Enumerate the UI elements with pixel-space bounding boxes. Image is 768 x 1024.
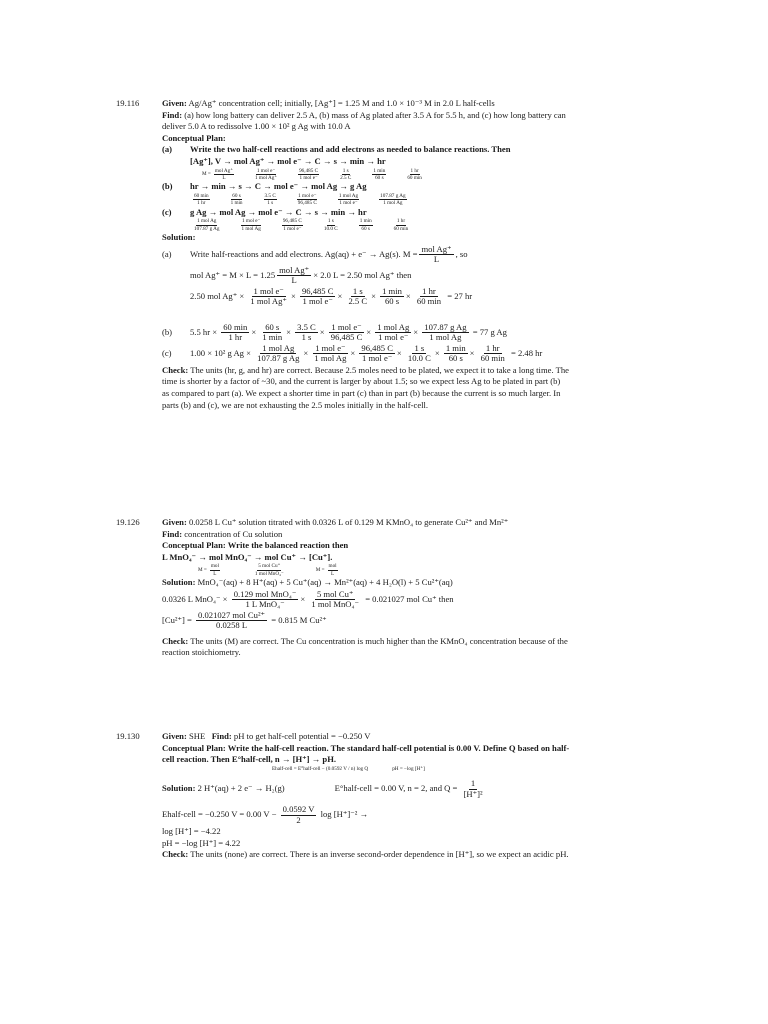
rel-num: 1 mol e⁻ [298, 192, 317, 199]
rel-num: 1 mol e⁻ [256, 167, 276, 174]
sol-line3-result: = 0.815 M Cu²⁺ [271, 614, 327, 625]
rel-den: 2.5 C [340, 174, 352, 181]
plan-label: Conceptual Plan: [162, 132, 226, 143]
frac-num: 1 min [382, 285, 402, 296]
rel-den: 96,485 C [297, 200, 317, 207]
rel-den: 1 mol e⁻ [283, 225, 302, 232]
check-text: as compared to part (a). We expect a shorter time in part (c) than in part (b) because the current is so much larger. In [162, 387, 561, 398]
frac-den: 60 s [448, 353, 463, 364]
rel-num: mol [210, 563, 219, 570]
frac-num: 0.021027 mol Cu²⁺ [198, 609, 266, 620]
frac-num: 0.129 mol MnO₄⁻ [233, 588, 297, 599]
rel-den: L [222, 174, 226, 181]
frac-num: 1 mol Ag [262, 342, 295, 353]
sol-line3: [Cu²⁺] = [162, 614, 192, 625]
rel-den: 60 min [407, 174, 422, 181]
frac-den: 1 L MnO₄⁻ [245, 599, 285, 610]
plan-text: cell reaction. Then E°half-cell, n → [H⁺] → pH. [162, 754, 337, 765]
rel-den: 1 mol e⁻ [299, 174, 318, 181]
frac-den: 1 mol e⁻ [378, 332, 409, 343]
rel-den: 1 s [267, 200, 274, 207]
rel-num: mol [328, 563, 337, 570]
rel-num: 1 mol e⁻ [242, 218, 261, 225]
sol-a-line2-post: × 2.0 L = 2.50 mol Ag⁺ then [313, 269, 412, 280]
frac-den: 60 min [416, 296, 442, 307]
sol-line2-result: = 0.021027 mol Cu⁺ then [365, 593, 454, 604]
given-label: Given: [162, 98, 187, 108]
solution-label: Solution: [162, 783, 196, 794]
frac-den: 107.87 g Ag [257, 353, 300, 364]
frac-num: 1 hr [485, 342, 500, 353]
frac-num: 1 hr [422, 285, 436, 296]
find-label: Find: [162, 109, 183, 120]
part-a-text: Write the two half-cell reactions and add electrons as needed to balance reactions. Then [190, 144, 511, 155]
check-text: The units (none) are correct. There is an inverse second-order dependence in [H⁺], so we expect an acidic pH. [190, 849, 569, 860]
sol-line2: 0.0326 L MnO₄⁻ × [162, 593, 228, 604]
rel-den: 1 min [230, 200, 243, 207]
given-label: Given: [162, 517, 187, 527]
solution-text: MnO₄⁻(aq) + 8 H⁺(aq) + 5 Cu⁺(aq) → Mn²⁺(aq) + 4 H₂O(l) + 5 Cu²⁺(aq) [197, 577, 453, 588]
part-a-chain: [Ag⁺], V → mol Ag⁺ → mol e⁻ → C → s → min → hr [190, 155, 386, 166]
find-text: (a) how long battery can deliver 2.5 A, (b) mass of Ag plated after 3.5 A for 5.5 h, and (c) how long battery can [184, 109, 566, 120]
frac-num: 96,485 C [301, 285, 334, 296]
frac-den: 1 mol Ag [314, 353, 347, 364]
frac-num: 1 s [352, 285, 363, 296]
check-text: reaction stoichiometry. [162, 647, 241, 658]
rel-num: 60 s [232, 192, 241, 199]
rel-num: 1 min [359, 218, 372, 225]
frac-num: 96,485 C [361, 342, 393, 353]
sol-line2-post: log [H⁺]⁻² → [320, 809, 369, 820]
rel-num: 1 mol Ag [197, 218, 217, 225]
frac-den: 1 min [262, 332, 283, 343]
frac-den: L [433, 254, 440, 265]
rel-den: 1 mol Ag⁺ [255, 174, 278, 181]
find-label: Find: [162, 528, 183, 539]
sol-a-so: , so [455, 248, 468, 259]
check-text: The units (M) are correct. The Cu concentration is much higher than the KMnO₄ concentration because of the [190, 635, 568, 646]
rel-den: 1 mol Ag [383, 200, 403, 207]
rel-den: 60 min [393, 225, 409, 232]
solution-label: Solution: [162, 232, 196, 243]
rel-num: 1 min [373, 167, 386, 174]
rel-text: M = [202, 171, 211, 178]
rel-den: 1 mol e⁻ [339, 200, 358, 207]
check-label: Check: [162, 849, 189, 860]
plan-relations [162, 563, 657, 577]
sol-c-pre: 1.00 × 10² g Ag × [190, 347, 251, 358]
frac-num: 1 mol e⁻ [315, 342, 346, 353]
frac-den: 2 [296, 814, 301, 825]
rel-num: 60 min [194, 192, 209, 199]
rel-num: 3.5 C [264, 192, 276, 199]
sol-line2: Ehalf-cell = −0.250 V = 0.00 V − [162, 809, 277, 820]
sol-b-result: = 77 g Ag [472, 326, 507, 337]
check-text: The units (hr, g, and hr) are correct. Because 2.5 moles need to be plated, we expect it to take a long time. The [190, 364, 569, 375]
part-c-label: (c) [162, 206, 172, 217]
frac-num: mol Ag⁺ [421, 243, 452, 254]
frac-den: 0.0258 L [216, 620, 248, 631]
frac-den: 96,485 C [330, 332, 363, 343]
sol-a-text: Write half-reactions and add electrons. Ag(aq) + e⁻ → Ag(s). M = [190, 248, 418, 259]
frac-den: L [291, 275, 297, 286]
solution-mid: E°half-cell = 0.00 V, n = 2, and Q = [334, 783, 458, 794]
sol-a-label: (a) [162, 248, 172, 259]
part-a-relations [162, 168, 657, 182]
rel-den: 60 s [375, 174, 384, 181]
sol-b-label: (b) [162, 326, 173, 337]
frac-den: 1 mol MnO₄⁻ [311, 599, 360, 610]
rel-num: 1 s [327, 218, 334, 225]
frac-den: 1 hr [228, 332, 243, 343]
frac-num: 1 min [445, 342, 466, 353]
sol-c-label: (c) [162, 347, 172, 358]
plan-label: Conceptual Plan: Write the balanced reaction then [162, 540, 349, 551]
sol-b-pre: 5.5 hr × [190, 326, 218, 337]
solution-text: 2 H⁺(aq) + 2 e⁻ → H₂(g) [197, 783, 285, 794]
rel-num: 5 mol Cu⁺ [258, 563, 281, 570]
frac-den: 60 s [384, 296, 400, 307]
given-text: Ag/Ag⁺ concentration cell; initially, [Ag⁺] = 1.25 M and 1.0 × 10⁻³ M in 2.0 L half-cells [188, 98, 495, 108]
rel-num: 1 hr [396, 218, 406, 225]
sol-line3: log [H⁺] = −4.22 [162, 826, 221, 837]
frac-num: mol Ag⁺ [279, 264, 310, 275]
frac-den: 1 mol Ag [429, 332, 462, 343]
rel-den: 10.0 C [323, 225, 338, 232]
frac-den: 1 mol e⁻ [362, 353, 393, 364]
rel-num: 96,485 C [299, 167, 319, 174]
frac-num: 60 min [223, 321, 248, 332]
rel-den: L [213, 570, 217, 577]
rel-den: 107.87 g Ag [194, 225, 220, 232]
problem-number: 19.126 [116, 517, 140, 527]
frac-den: 1 s [301, 332, 312, 343]
given-label: Given: [162, 731, 187, 741]
rel-num: 1 hr [410, 167, 419, 174]
frac-num: 1 mol Ag [377, 321, 410, 332]
frac-num: 60 s [265, 321, 280, 332]
frac-num: 1 s [414, 342, 425, 353]
rel-den: 60 s [361, 225, 370, 232]
solution-label: Solution: [162, 577, 196, 588]
given-text: 0.0258 L Cu⁺ solution titrated with 0.0326 L of 0.129 M KMnO₄ to generate Cu²⁺ and Mn²⁺ [188, 517, 509, 527]
rel-num: 107.87 g Ag [380, 192, 406, 199]
sol-a-line3: 2.50 mol Ag⁺ × [190, 290, 245, 301]
find-label: Find: [211, 731, 232, 741]
problem-number: 19.116 [116, 98, 140, 108]
check-label: Check: [162, 364, 189, 375]
check-text: time is shorter by a factor of ~30, and the current is larger by about 1.5; so we expect less Ag to be plated in part (b) [162, 376, 561, 387]
frac-num: 1 mol e⁻ [331, 321, 362, 332]
sol-c-result: = 2.48 hr [510, 347, 543, 358]
frac-den: 1 mol Ag⁺ [250, 296, 287, 307]
problem-number: 19.130 [116, 731, 140, 741]
rel-num: 1 s [342, 167, 349, 174]
part-a-label: (a) [162, 144, 173, 155]
frac-num: 5 mol Cu⁺ [316, 588, 354, 599]
sol-a-line2: mol Ag⁺ = M × L = 1.25 [190, 269, 276, 280]
frac-den: 1 mol e⁻ [302, 296, 333, 307]
rel-den: 1 hr [197, 200, 206, 207]
sol-a-result: = 27 hr [447, 290, 473, 301]
part-c-relations [162, 218, 657, 232]
rel-text: Ehalf-cell = E°half-cell − (0.0592 V / n) log Q [272, 765, 369, 772]
part-b-chain: hr → min → s → C → mol e⁻ → mol Ag → g Ag [190, 181, 367, 192]
rel-den: L [330, 570, 335, 577]
rel-num: 96,485 C [282, 218, 302, 225]
frac-num: 1 mol e⁻ [253, 285, 284, 296]
rel-den: 1 mol Ag [241, 225, 261, 232]
frac-num: 1 [470, 778, 476, 789]
check-label: Check: [162, 635, 189, 646]
given-text: SHE [188, 731, 206, 741]
check-text: parts (b) and (c), we are not exhausting the 2.5 moles initially in the half-cell. [162, 399, 429, 410]
rel-den: 1 mol MnO₄⁻ [254, 570, 284, 577]
rel-num: 1 mol Ag [338, 192, 359, 199]
frac-den: 10.0 C [407, 353, 431, 364]
rel-text: M = [198, 567, 207, 574]
frac-den: 60 min [480, 353, 505, 364]
plan-text: Conceptual Plan: Write the half-cell reaction. The standard half-cell potential is 0.00 V. Define Q based on half- [162, 742, 570, 753]
find-text-cont: deliver 5.0 A to redissolve 1.00 × 10² g Ag with 10.0 A [162, 121, 351, 132]
plan-chain: L MnO₄⁻ → mol MnO₄⁻ → mol Cu⁺ → [Cu⁺]. [162, 551, 333, 562]
rel-text: M = [315, 567, 325, 574]
frac-num: 0.0592 V [282, 804, 315, 815]
problem-body: Given: 0.0258 L Cu⁺ solution titrated with 0.0326 L of 0.129 M KMnO₄ to generate Cu²⁺ and Mn²⁺ Find: concentration of Cu solution Conceptual Plan: Write the balanced reaction then L MnO₄⁻ → mol MnO₄⁻ → mol Cu⁺ → [Cu⁺]. M = mol L 5 mol Cu⁺ 1 mol MnO₄⁻ M = mol L Solution: MnO₄⁻(aq) + 8 H⁺(aq) + 5 Cu⁺(aq) → Mn²⁺(aq) + 4 H₂O(l) + 5 Cu²⁺(aq) 0.0326 L MnO₄⁻ × $\frac{\text{0.129 mol MnO₄⁻}}{\text{1 L MnO₄⁻}}$ × $\frac{\text{5 mol Cu⁺}}{\text{1 mol MnO₄⁻}}$ = 0.021027 mol Cu⁺ then [Cu²⁺] = $\frac{\text{0.021027 mol Cu²⁺}}{0.0258 L}$ = 0.815 M Cu²⁺ Check: The units (M) are correct. The Cu concentration is much higher than the KMnO₄ concentration because of the reaction stoichiometry. [162, 517, 657, 659]
frac-den: 2.5 C [348, 296, 368, 307]
rel-text: pH = −log [H⁺] [392, 765, 425, 772]
find-text: pH to get half-cell potential = −0.250 V [233, 731, 371, 741]
frac-num: 107.87 g Ag [424, 321, 467, 332]
sol-line4: pH = −log [H⁺] = 4.22 [162, 837, 241, 848]
frac-num: 3.5 C [297, 321, 316, 332]
part-c-chain: g Ag → mol Ag → mol e⁻ → C → s → min → hr [190, 206, 367, 217]
part-b-label: (b) [162, 181, 173, 192]
problem-body: Given: Ag/Ag⁺ concentration cell; initially, [Ag⁺] = 1.25 M and 1.0 × 10⁻³ M in 2.0 L half-cells Find: (a) how long battery can deliver 2.5 A, (b) mass of Ag plated after 3.5 A for 5.5 h, and (c) how long battery can deliver 5.0 A to redissolve 1.00 × 10² g Ag with 10.0 A Conceptual Plan: (a) Write the two half-cell reactions and add electrons as needed to balance reactions. Then [Ag⁺], V → mol Ag⁺ → mol e⁻ → C → s → min → hr M = mol Ag⁺ L 1 mol e⁻ 1 mol Ag⁺ 96,485 C 1 mol e⁻ $\frac{1 s}{2.5 C}$ 1 min 60 s 1 hr 60 min (b) hr → min → s → C → mol e⁻ → mol Ag → g Ag 60 min 1 hr 60 s 1 min $\frac{3.5 C}{1 s}$ 1 mol e⁻ 96,485 C 1 mol Ag 1 mol e⁻ 107.87 g Ag 1 mol Ag (c) g Ag → mol Ag → mol e⁻ → C → s → min → hr 1 mol Ag 107.87 g Ag 1 mol e⁻ 1 mol Ag 96,485 C 1 mol e⁻ $\frac{1 s}{10.0 C}$ 1 min 60 s 1 hr 60 min Solution: (a) Write half-reactions and add electrons. Ag(aq) + e⁻ → Ag(s). M = $\frac{\text{mol Ag⁺}}{L}$ , so mol Ag⁺ = M × L = 1.25 $\frac{\text{mol Ag⁺}}{L}$ × 2.0 L = 2.50 mol Ag⁺ then 2.50 mol Ag⁺ × $\frac{\text{1 mol e⁻}}{\text{1 mol Ag⁺}}$ × $\frac{96,485 C}{\text{1 mol e⁻}}$ × $\frac{1 s}{2.5 C}$ × $\frac{1 \min}{60 s}$ × $\frac{1 hr}{60 \min}$ = 27 hr (b) 5.5 hr × $\frac{60 \min}{1 hr}$ × $\frac{60 s}{1 \min}$ × $\frac{3.5 C}{1 s}$ × $\frac{\text{1 mol e⁻}}{96,485 C}$ × $\frac{\text{1 mol Ag}}{\text{1 mol e⁻}}$ × $\frac{\text{107.87 g Ag}}{\text{1 mol Ag}}$ = 77 g Ag (c) 1.00 × 10² g Ag × $\frac{\text{1 mol Ag}}{\text{107.87 g Ag}}$ × $\frac{\text{1 mol e⁻}}{\text{1 mol Ag}}$ × $\frac{96,485 C}{\text{1 mol e⁻}}$ × $\frac{1 s}{10.0 C}$ × $\frac{1 \min}{60 s}$ × $\frac{1 hr}{60 \min}$ = 2.48 hr Check: The units (hr, g, and hr) are correct. Because 2.5 moles need to be plated, we expect it to take a long time. The time is shorter by a factor of ~30, and the current is larger by about 1.5; so we expect less Ag to be plated in part (b) as compared to part (a). We expect a shorter time in part (c) than in part (b) because the current is so much larger. In parts (b) and (c), we are not exhausting the 2.5 moles initially in the half-cell. [162, 98, 657, 411]
part-b-relations [162, 193, 657, 207]
frac-den: [H⁺]² [463, 788, 483, 799]
problem-body [162, 731, 657, 861]
find-text: concentration of Cu solution [184, 528, 283, 539]
rel-num: mol Ag⁺ [214, 167, 234, 174]
